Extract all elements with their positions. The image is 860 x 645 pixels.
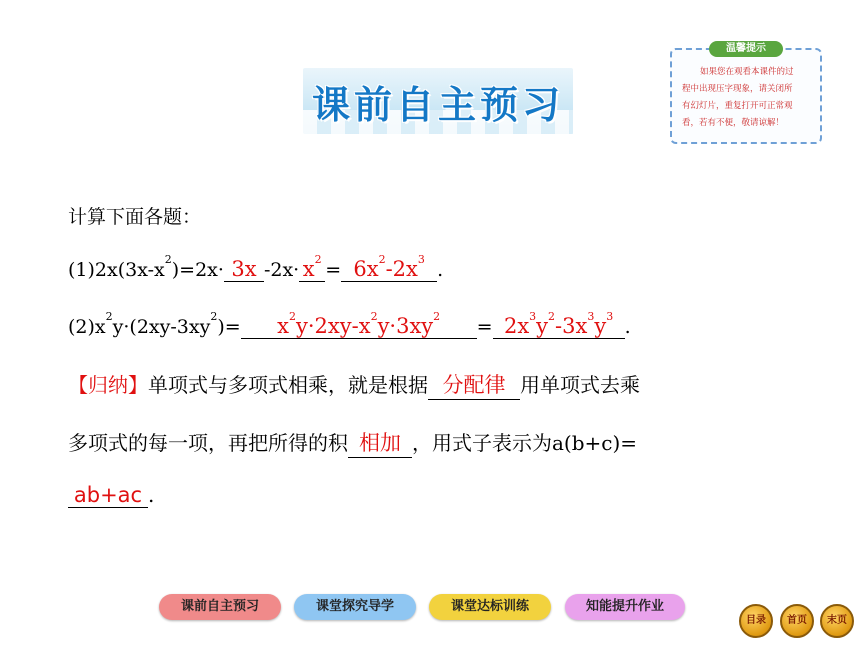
tip-title: 温馨提示 xyxy=(709,41,783,57)
answer-text: x xyxy=(302,257,315,281)
answer-text: y·2xy-x xyxy=(296,314,371,338)
summary-text: 多项式的每一项，再把所得的积 xyxy=(68,431,348,455)
answer-text: 分配律 xyxy=(442,373,506,397)
answer-sup: 3 xyxy=(587,310,595,323)
answer-sup: 3 xyxy=(417,253,425,266)
summary-line-2 xyxy=(68,427,637,458)
answer-blank xyxy=(428,369,520,400)
question-1 xyxy=(68,253,444,282)
nav-button-homework[interactable]: 知能提升作业 xyxy=(565,594,685,620)
answer-text: ab+ac xyxy=(73,483,143,507)
first-page-button[interactable]: 首页 xyxy=(780,604,814,638)
contents-button[interactable]: 目录 xyxy=(739,604,773,638)
answer-text: y·3xy xyxy=(377,314,434,338)
page-title: 课前自主预习 xyxy=(311,83,564,127)
q2-text: (2)x xyxy=(68,316,106,338)
nav-button-practice[interactable]: 课堂达标训练 xyxy=(429,594,551,620)
answer-text: 3x xyxy=(231,257,257,281)
answer-blank xyxy=(348,427,412,458)
answer-sup: 3 xyxy=(529,310,537,323)
tip-line: 如果您在观看本课件的过 xyxy=(700,67,794,77)
answer-blank xyxy=(493,310,625,339)
q1-text: )=2x· xyxy=(171,259,224,281)
answer-sup: 2 xyxy=(370,310,378,323)
q2-text: = xyxy=(476,316,493,338)
q2-text: )= xyxy=(217,316,241,338)
last-page-button[interactable]: 末页 xyxy=(820,604,854,638)
summary-line-1 xyxy=(68,369,640,400)
summary-tag: 【归纳】 xyxy=(68,373,148,397)
q1-text: (1)2x(3x-x xyxy=(68,259,165,281)
q2-sup: 2 xyxy=(105,310,113,323)
question-2 xyxy=(68,310,631,339)
q2-text: . xyxy=(624,316,631,338)
answer-blank xyxy=(299,253,325,282)
nav-button-explore[interactable]: 课堂探究导学 xyxy=(294,594,416,620)
answer-sup: 2 xyxy=(433,310,441,323)
answer-text: 相加 xyxy=(359,431,401,455)
summary-text: 单项式与多项式相乘，就是根据 xyxy=(148,373,428,397)
q2-sup: 2 xyxy=(210,310,218,323)
q1-text: -2x· xyxy=(263,259,300,281)
answer-sup: 3 xyxy=(606,310,614,323)
answer-text: -2x xyxy=(385,257,418,281)
answer-text: -3x xyxy=(555,314,588,338)
nav-button-preview[interactable]: 课前自主预习 xyxy=(159,594,281,620)
answer-sup: 2 xyxy=(378,253,386,266)
answer-blank xyxy=(224,257,264,282)
intro-text: 计算下面各题： xyxy=(68,206,202,228)
q1-text: = xyxy=(325,259,342,281)
summary-line-3 xyxy=(68,483,154,508)
answer-text: y xyxy=(594,314,607,338)
answer-text: 2x xyxy=(503,314,530,338)
answer-sup: 2 xyxy=(314,253,322,266)
tip-text xyxy=(682,64,812,132)
answer-blank xyxy=(68,483,148,508)
answer-sup: 2 xyxy=(548,310,556,323)
tip-line: 看，若有不便，敬请谅解！ xyxy=(682,118,785,128)
tip-line: 程中出现压字现象，请关闭所 xyxy=(682,84,793,94)
summary-text: ，用式子表示为a(b+c)= xyxy=(412,431,638,455)
answer-sup: 2 xyxy=(289,310,297,323)
answer-blank xyxy=(341,253,437,282)
q2-text: y·(2xy-3xy xyxy=(112,316,211,338)
answer-text: x xyxy=(277,314,290,338)
tip-line: 有幻灯片，重复打开可正常观 xyxy=(682,101,793,111)
tip-box xyxy=(670,43,822,144)
answer-text: 6x xyxy=(353,257,379,281)
answer-blank xyxy=(241,310,477,339)
q1-text: . xyxy=(437,259,444,281)
summary-text: . xyxy=(148,483,155,507)
q1-sup: 2 xyxy=(164,253,172,266)
answer-text: y xyxy=(536,314,549,338)
section-banner xyxy=(303,68,573,134)
summary-text: 用单项式去乘 xyxy=(520,373,640,397)
